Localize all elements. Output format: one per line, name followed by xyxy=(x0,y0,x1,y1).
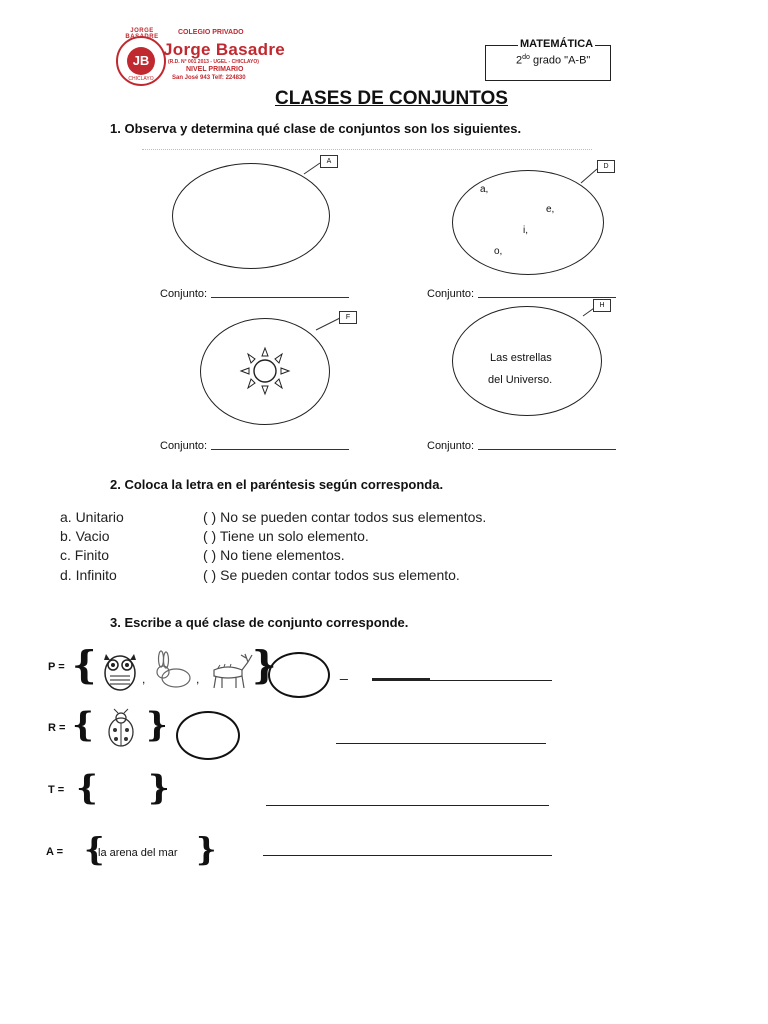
rabbit-icon xyxy=(150,650,196,690)
set-p-label: P = xyxy=(48,661,65,673)
set-h-answer: Conjunto: xyxy=(427,440,616,452)
set-a2-label: A = xyxy=(46,846,64,858)
set-a-answer: Conjunto: xyxy=(160,288,349,300)
subject-label: MATEMÁTICA xyxy=(520,38,594,50)
grade-box xyxy=(485,38,611,81)
answer-line[interactable] xyxy=(478,297,616,298)
logo-arc-top-text: JORGE BASADRE xyxy=(125,28,159,40)
set-type-item: d. Infinito xyxy=(60,567,117,583)
comma-separator: , xyxy=(142,672,146,686)
set-t-answer-line[interactable] xyxy=(266,805,549,806)
school-label: COLEGIO PRIVADO xyxy=(178,29,244,36)
set-type-item: c. Finito xyxy=(60,547,110,563)
owl-icon xyxy=(100,648,140,692)
definition-item[interactable]: ( ) No tiene elementos. xyxy=(203,547,345,563)
open-brace: { xyxy=(76,768,98,808)
set-d-element: i, xyxy=(523,225,528,236)
set-h-element: Las estrellas xyxy=(490,352,552,364)
section1-prompt: 1. Observa y determina qué clase de conjuntos son los siguientes. xyxy=(110,121,522,136)
open-brace: { xyxy=(84,830,105,868)
set-p-answer-line[interactable] xyxy=(372,680,552,681)
close-brace: } xyxy=(146,705,168,745)
page-title: CLASES DE CONJUNTOS xyxy=(275,88,508,109)
logo-arc-bottom-text: CHICLAYO xyxy=(128,76,154,82)
set-t-label: T = xyxy=(48,784,65,796)
faint-divider xyxy=(142,149,592,150)
set-d-element: o, xyxy=(494,246,503,257)
set-r-answer-line[interactable] xyxy=(336,743,546,744)
set-d-element: e, xyxy=(546,204,555,215)
school-name: Jorge Basadre xyxy=(163,40,286,59)
grade-label: $2^{do}$ grado "A-B" xyxy=(516,54,591,67)
definition-item[interactable]: ( ) No se pueden contar todos sus elementos. xyxy=(203,509,487,525)
answer-oval[interactable] xyxy=(268,652,330,698)
close-brace: } xyxy=(196,830,217,868)
open-brace: { xyxy=(72,642,97,687)
set-f-answer: Conjunto: xyxy=(160,440,349,452)
set-d-tag: D xyxy=(597,160,615,173)
set-d-element: a, xyxy=(480,184,489,195)
set-a2-content: la arena del mar xyxy=(98,847,178,859)
answer-line[interactable] xyxy=(478,449,616,450)
set-type-item: a. Unitario xyxy=(60,509,124,525)
school-address: San José 943 Telf: 224830 xyxy=(172,75,246,81)
section2-prompt: 2. Coloca la letra en el paréntesis según corresponda. xyxy=(110,477,444,492)
set-f-tag: F xyxy=(339,311,357,324)
answer-oval[interactable] xyxy=(176,711,240,760)
close-brace: } xyxy=(148,768,170,808)
definition-item[interactable]: ( ) Tiene un solo elemento. xyxy=(203,528,369,544)
answer-line[interactable] xyxy=(211,449,349,450)
blank-mark: _ xyxy=(340,664,348,680)
sun-icon xyxy=(238,346,292,396)
answer-line[interactable] xyxy=(211,297,349,298)
set-r-label: R = xyxy=(48,722,66,734)
logo-initials: JB xyxy=(127,47,155,75)
deer-icon xyxy=(204,648,256,690)
set-a-ellipse xyxy=(172,163,330,269)
set-d-answer: Conjunto: xyxy=(427,288,616,300)
set-type-item: b. Vacio xyxy=(60,528,110,544)
set-a2-answer-line[interactable] xyxy=(263,855,552,856)
set-h-tag: H xyxy=(593,299,611,312)
comma-separator: , xyxy=(196,672,200,686)
set-h-element: del Universo. xyxy=(488,374,553,386)
school-level: NIVEL PRIMARIO xyxy=(186,66,244,73)
set-p-answer-mark xyxy=(372,678,430,680)
open-brace: { xyxy=(72,705,94,745)
school-resolution: (R.D. N° 001 2013 - UGEL - CHICLAYO) xyxy=(168,59,259,65)
close-brace: } xyxy=(252,642,277,687)
ladybug-icon xyxy=(104,708,138,748)
set-a-tag: A xyxy=(320,155,338,168)
section3-prompt: 3. Escribe a qué clase de conjunto corresponde. xyxy=(110,615,409,630)
definition-item[interactable]: ( ) Se pueden contar todos sus elemento. xyxy=(203,567,460,583)
